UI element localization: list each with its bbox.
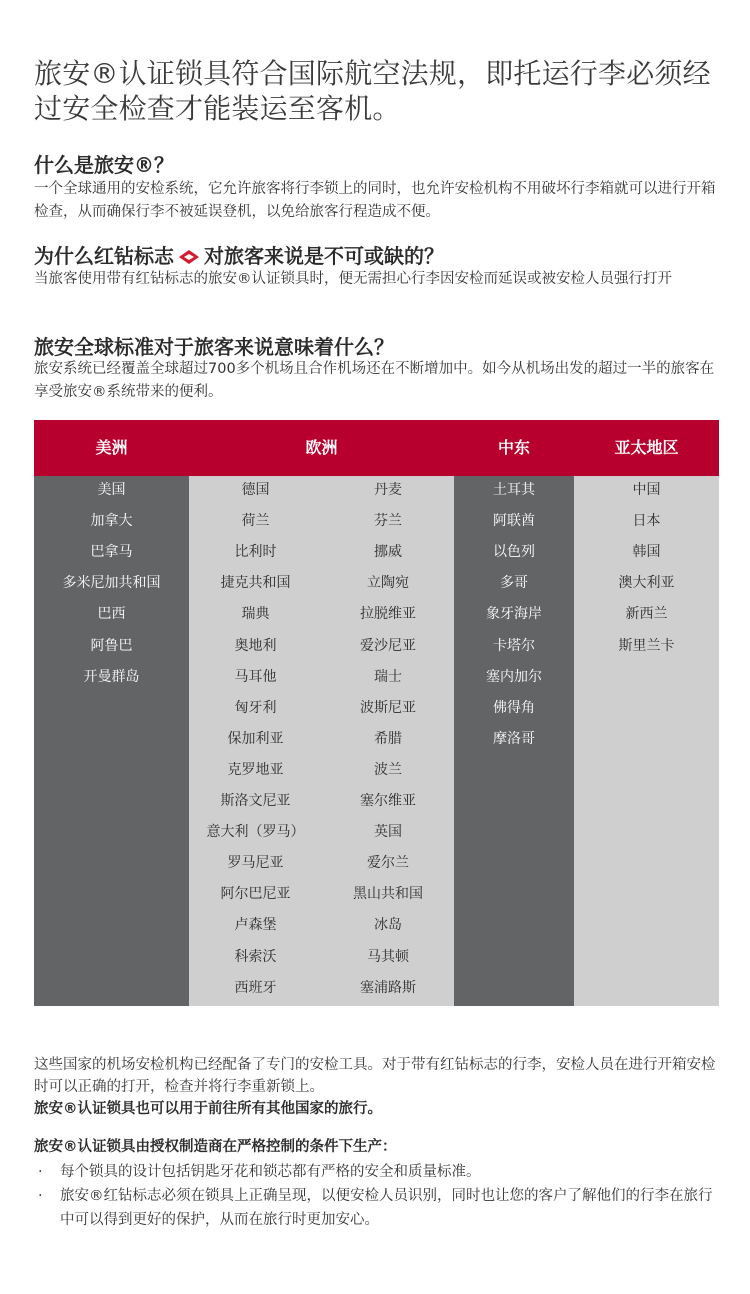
country-cell: 马其顿 xyxy=(367,948,409,965)
country-cell: 多哥 xyxy=(500,575,528,592)
country-cell: 保加利亚 xyxy=(227,730,284,747)
country-cell: 瑞典 xyxy=(241,606,270,623)
country-cell: 希腊 xyxy=(374,730,402,747)
country-cell: 巴西 xyxy=(97,606,126,623)
country-cell: 西班牙 xyxy=(234,979,277,996)
country-cell: 英国 xyxy=(374,824,402,841)
column-europe-right xyxy=(322,476,454,1006)
section-global-standard-body: 旅安系统已经覆盖全球超过700多个机场且合作机场还在不断增加中。如今从机场出发的超过一半的旅客在享受旅安®系统带来的便利。 xyxy=(34,361,715,400)
header-middle-east: 中东 xyxy=(497,438,530,457)
country-cell: 塞尔维亚 xyxy=(360,793,416,809)
country-cell: 巴拿马 xyxy=(90,544,133,561)
header-europe: 欧洲 xyxy=(305,438,338,457)
country-cell: 冰岛 xyxy=(374,917,402,934)
title-part-1: 为什么红钻标志 xyxy=(34,244,174,268)
country-cell: 以色列 xyxy=(493,544,535,561)
country-cell: 马耳他 xyxy=(234,668,277,685)
country-cell: 卡塔尔 xyxy=(493,637,535,654)
country-cell: 多米尼加共和国 xyxy=(62,575,161,592)
country-cell: 加拿大 xyxy=(90,513,133,530)
country-cell: 佛得角 xyxy=(493,699,535,716)
country-cell: 爱沙尼亚 xyxy=(360,637,416,654)
country-cell: 比利时 xyxy=(234,544,277,561)
bullet-text: 旅安®红钻标志必须在锁具上正确呈现，以便安检人员识别，同时也让您的客户了解他们的行李在旅行中可以得到更好的保护，从而在旅行时更加安心。 xyxy=(60,1188,713,1228)
country-cell: 斯洛文尼亚 xyxy=(220,793,291,809)
country-cell: 爱尔兰 xyxy=(367,855,409,872)
country-cell: 日本 xyxy=(632,513,661,530)
country-cell: 挪威 xyxy=(374,544,402,561)
country-cell: 阿联酋 xyxy=(493,513,535,530)
country-cell: 奥地利 xyxy=(234,637,277,654)
title-part-2: 对旅客来说是不可或缺的？ xyxy=(204,244,444,268)
column-americas xyxy=(34,476,189,1006)
country-cell: 黑山共和国 xyxy=(353,886,423,903)
country-cell: 瑞士 xyxy=(374,668,402,685)
footer-bold-line: 旅安®认证锁具也可以用于前往所有其他国家的旅行。 xyxy=(34,1101,382,1117)
country-cell: 荷兰 xyxy=(241,513,270,530)
country-cell: 丹麦 xyxy=(374,482,402,498)
section-what-is-title: 什么是旅安®？ xyxy=(34,153,174,177)
country-cell: 立陶宛 xyxy=(367,575,409,592)
country-cell: 塞浦路斯 xyxy=(360,979,416,996)
country-cell: 美国 xyxy=(97,482,126,498)
country-cell: 卢森堡 xyxy=(234,917,277,934)
country-cell: 阿鲁巴 xyxy=(90,637,133,654)
country-cell: 捷克共和国 xyxy=(220,575,291,592)
country-cell: 匈牙利 xyxy=(234,699,277,716)
headline: 旅安®认证锁具符合国际航空法规，即托运行李必须经过安全检查才能装运至客机。 xyxy=(34,57,711,125)
section-global-standard-title: 旅安全球标准对于旅客来说意味着什么？ xyxy=(34,335,394,359)
country-cell: 澳大利亚 xyxy=(618,575,675,592)
footer-paragraph: 这些国家的机场安检机构已经配备了专门的安检工具。对于带有红钻标志的行李，安检人员在进行开箱安检时可以正确的打开，检查并将行李重新锁上。 xyxy=(34,1057,716,1095)
bullet-text: 每个锁具的设计包括钥匙牙花和锁芯都有严格的安全和质量标准。 xyxy=(60,1164,481,1180)
country-cell: 土耳其 xyxy=(493,482,535,498)
country-table xyxy=(34,420,719,1006)
column-europe-left xyxy=(189,476,322,1006)
bullet-dot: · xyxy=(38,1164,43,1180)
section-why-red-diamond-title xyxy=(34,243,724,269)
country-cell: 罗马尼亚 xyxy=(227,855,284,872)
country-cell: 德国 xyxy=(241,482,270,498)
section-what-is-body: 一个全球通用的安检系统，它允许旅客将行李锁上的同时，也允许安检机构不用破坏行李箱就可以进行开箱检查，从而确保行李不被延误登机，以免给旅客行程造成不便。 xyxy=(34,181,716,220)
header-americas: 美洲 xyxy=(95,438,128,457)
country-cell: 波兰 xyxy=(374,761,402,778)
country-cell: 新西兰 xyxy=(625,606,668,623)
red-diamond-logo-icon xyxy=(178,249,200,265)
country-cell: 塞内加尔 xyxy=(486,668,542,685)
section-why-red-diamond-body: 当旅客使用带有红钻标志的旅安®认证锁具时，便无需担心行李因安检而延误或被安检人员强行打开 xyxy=(34,271,672,287)
column-middle-east xyxy=(454,476,574,1006)
country-cell: 开曼群岛 xyxy=(83,668,140,685)
country-cell: 阿尔巴尼亚 xyxy=(220,886,291,903)
column-asia-pacific xyxy=(574,476,719,1006)
country-cell: 象牙海岸 xyxy=(486,606,542,623)
country-cell: 克罗地亚 xyxy=(227,761,284,778)
country-cell: 中国 xyxy=(632,482,661,498)
bullet-dot: · xyxy=(38,1188,43,1204)
country-cell: 芬兰 xyxy=(374,513,402,530)
table-header xyxy=(34,420,719,476)
country-cell: 科索沃 xyxy=(234,948,277,965)
country-cell: 拉脱维亚 xyxy=(360,606,416,623)
country-cell: 波斯尼亚 xyxy=(360,699,416,716)
country-cell: 摩洛哥 xyxy=(493,730,535,747)
bullet-item xyxy=(34,1184,724,1232)
country-cell: 斯里兰卡 xyxy=(618,637,675,654)
country-cell: 韩国 xyxy=(632,544,661,561)
country-cell: 意大利（罗马） xyxy=(206,824,305,841)
header-asia-pacific: 亚太地区 xyxy=(614,438,679,457)
bullet-item xyxy=(34,1160,724,1184)
manufacture-title: 旅安®认证锁具由授权制造商在严格控制的条件下生产： xyxy=(34,1139,397,1155)
